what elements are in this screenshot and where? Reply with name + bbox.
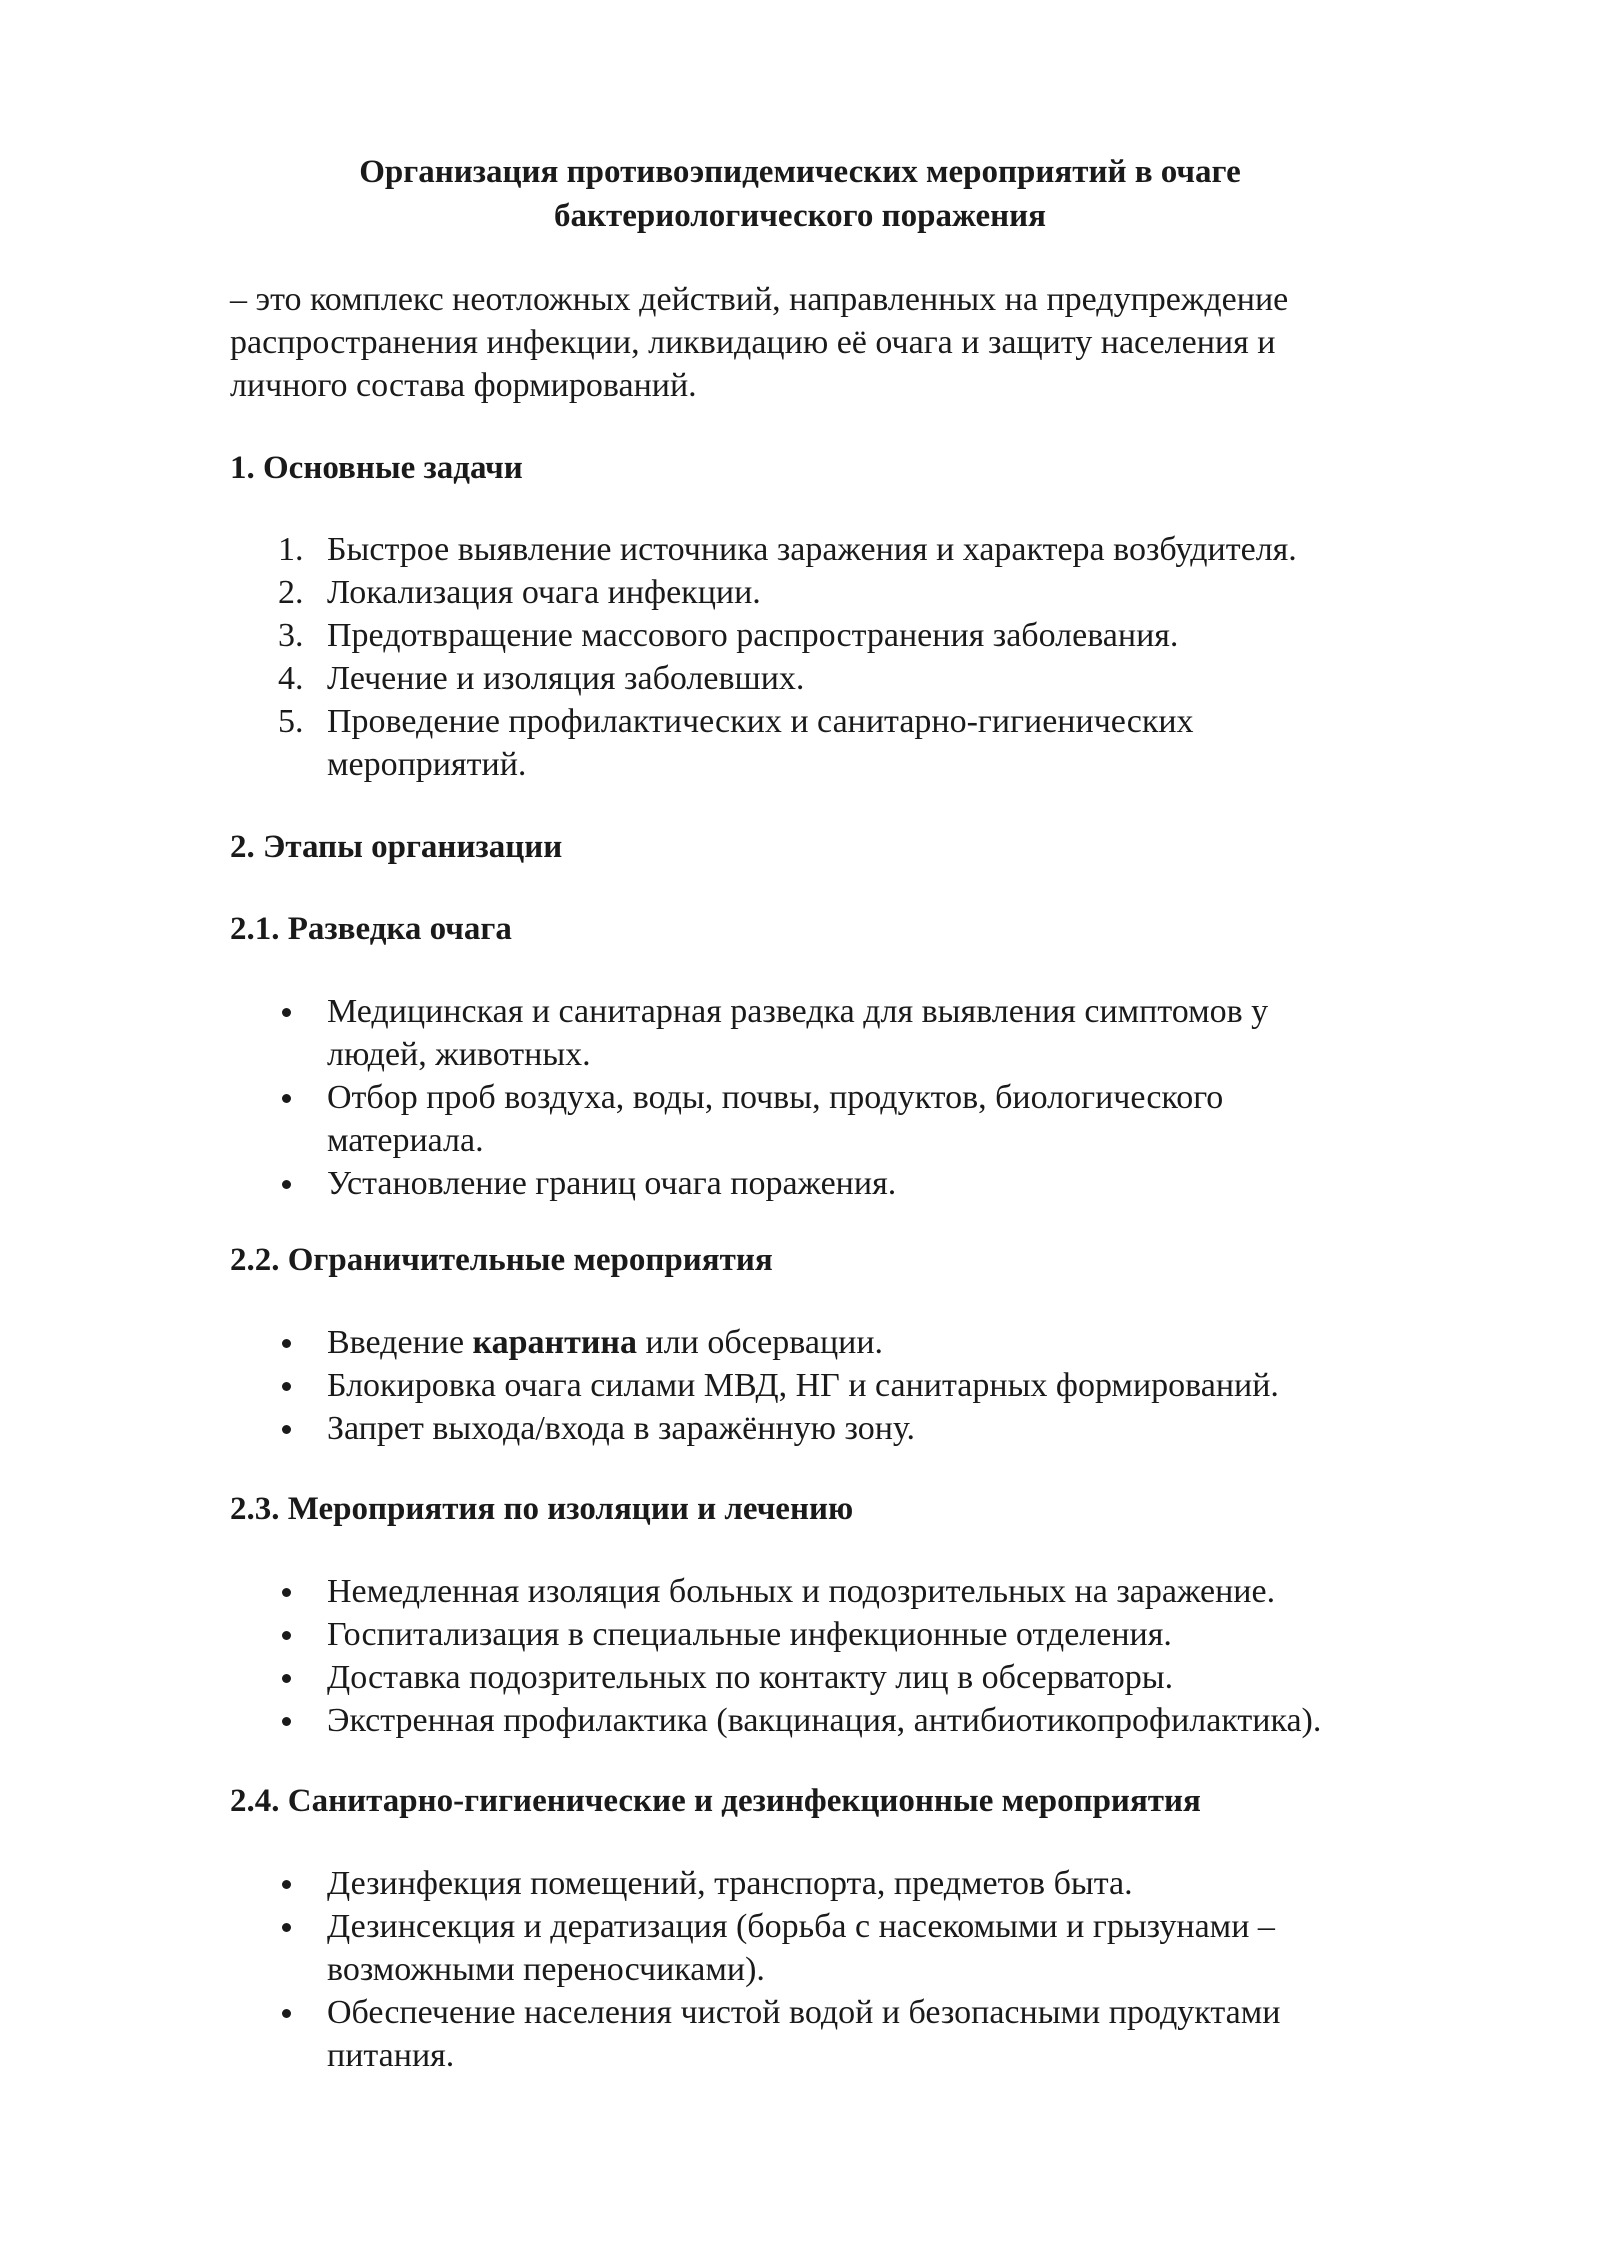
list-number: 4. xyxy=(278,660,304,697)
list-item-text-cont: возможными переносчиками). xyxy=(327,1951,765,1988)
list-item xyxy=(230,657,1297,700)
intro-paragraph xyxy=(230,278,1440,407)
bullet-icon xyxy=(282,1339,291,1348)
list-item-text: Лечение и изоляция заболевших. xyxy=(327,660,805,697)
list-number: 5. xyxy=(278,703,304,740)
bullet-icon xyxy=(282,1717,291,1726)
bullet-icon xyxy=(282,1425,291,1434)
restrictive-measures-list xyxy=(230,1321,1279,1450)
list-item xyxy=(230,700,1297,786)
bullet-icon xyxy=(282,2009,291,2018)
text-fragment: Введение xyxy=(327,1324,473,1361)
intro-line-1: – это комплекс неотложных действий, направленных на предупреждение xyxy=(230,281,1289,318)
bullet-icon xyxy=(282,1923,291,1932)
intro-line-3: личного состава формирований. xyxy=(230,367,697,404)
list-number: 1. xyxy=(278,531,304,568)
list-item-text: Дезинсекция и дератизация (борьба с насекомыми и грызунами – xyxy=(327,1908,1275,1945)
list-item xyxy=(230,1570,1321,1613)
bullet-icon xyxy=(282,1382,291,1391)
list-item-text: Запрет выхода/входа в заражённую зону. xyxy=(327,1410,916,1447)
heading-stages: 2. Этапы организации xyxy=(230,829,563,865)
list-item xyxy=(230,571,1297,614)
list-item-text: Предотвращение массового распространения заболевания. xyxy=(327,617,1179,654)
list-item-text: Обеспечение населения чистой водой и безопасными продуктами xyxy=(327,1994,1281,2031)
list-item-text: Доставка подозрительных по контакту лиц в обсерваторы. xyxy=(327,1659,1174,1696)
list-item-text xyxy=(327,1321,1279,1364)
list-item xyxy=(230,1656,1321,1699)
list-item-text-cont: мероприятий. xyxy=(327,746,527,783)
title-line-1: Организация противоэпидемических мероприятий в очаге xyxy=(359,154,1241,190)
sanitary-disinfection-list xyxy=(230,1862,1280,2077)
list-item-text: Госпитализация в специальные инфекционные отделения. xyxy=(327,1616,1172,1653)
bullet-icon xyxy=(282,1880,291,1889)
list-item-text: Медицинская и санитарная разведка для выявления симптомов у xyxy=(327,993,1269,1030)
list-item xyxy=(230,1076,1268,1162)
list-item xyxy=(230,1407,1279,1450)
list-item xyxy=(230,1321,1279,1364)
heading-restrictive-measures: 2.2. Ограничительные мероприятия xyxy=(230,1242,773,1278)
list-item xyxy=(230,614,1297,657)
list-number: 3. xyxy=(278,617,304,654)
list-item-text: Блокировка очага силами МВД, НГ и санитарных формирований. xyxy=(327,1367,1279,1404)
list-item xyxy=(230,1613,1321,1656)
list-item-text: Отбор проб воздуха, воды, почвы, продуктов, биологического xyxy=(327,1079,1224,1116)
list-item xyxy=(230,1364,1279,1407)
document-title xyxy=(230,150,1370,238)
reconnaissance-list xyxy=(230,990,1268,1205)
list-item-text: Дезинфекция помещений, транспорта, предметов быта. xyxy=(327,1865,1133,1902)
list-item-text: Быстрое выявление источника заражения и характера возбудителя. xyxy=(327,531,1297,568)
heading-sanitary-disinfection: 2.4. Санитарно-гигиенические и дезинфекционные мероприятия xyxy=(230,1783,1201,1819)
bullet-icon xyxy=(282,1631,291,1640)
bullet-icon xyxy=(282,1674,291,1683)
heading-isolation-treatment: 2.3. Мероприятия по изоляции и лечению xyxy=(230,1491,854,1527)
heading-reconnaissance: 2.1. Разведка очага xyxy=(230,911,512,947)
list-item-text-cont: материала. xyxy=(327,1122,484,1159)
isolation-treatment-list xyxy=(230,1570,1321,1742)
list-item xyxy=(230,990,1268,1076)
list-item xyxy=(230,1162,1268,1205)
main-tasks-list xyxy=(230,528,1297,786)
intro-line-2: распространения инфекции, ликвидацию её очага и защиту населения и xyxy=(230,324,1276,361)
list-item-text-cont: людей, животных. xyxy=(327,1036,591,1073)
list-number: 2. xyxy=(278,574,304,611)
bullet-icon xyxy=(282,1008,291,1017)
heading-main-tasks: 1. Основные задачи xyxy=(230,450,523,486)
bullet-icon xyxy=(282,1094,291,1103)
list-item-text: Экстренная профилактика (вакцинация, антибиотикопрофилактика). xyxy=(327,1702,1322,1739)
list-item xyxy=(230,1699,1321,1742)
list-item-text-cont: питания. xyxy=(327,2037,455,2074)
list-item xyxy=(230,1991,1280,2077)
list-item xyxy=(230,1905,1280,1991)
title-line-2: бактериологического поражения xyxy=(553,198,1046,234)
bullet-icon xyxy=(282,1180,291,1189)
bullet-icon xyxy=(282,1588,291,1597)
list-item-text: Немедленная изоляция больных и подозрительных на заражение. xyxy=(327,1573,1276,1610)
list-item-text: Проведение профилактических и санитарно-гигиенических xyxy=(327,703,1194,740)
list-item xyxy=(230,528,1297,571)
list-item-text: Локализация очага инфекции. xyxy=(327,574,761,611)
list-item xyxy=(230,1862,1280,1905)
text-fragment: или обсервации. xyxy=(637,1324,884,1361)
list-item-text: Установление границ очага поражения. xyxy=(327,1165,897,1202)
bold-term: карантина xyxy=(472,1324,638,1361)
